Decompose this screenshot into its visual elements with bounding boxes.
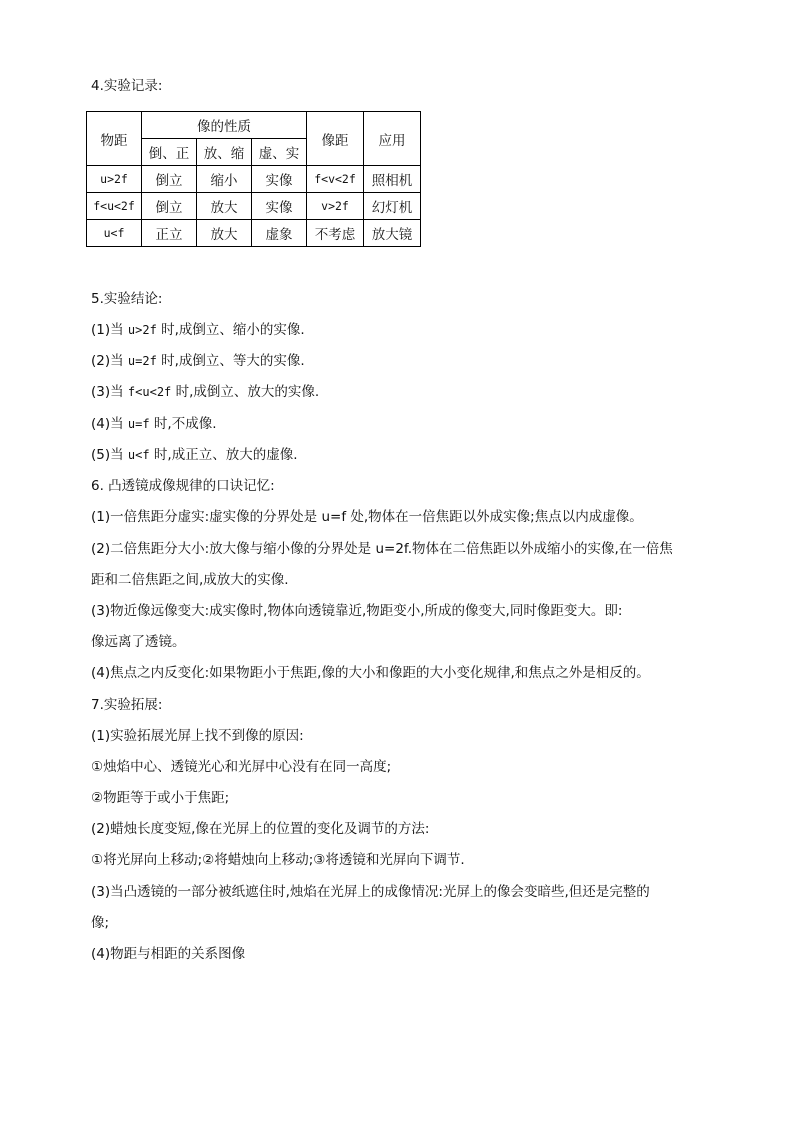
extension-line: (2)蜡烛长度变短,像在光屏上的位置的变化及调节的方法:: [91, 821, 430, 837]
conclusion-prefix: (4)当: [91, 416, 128, 432]
conclusion-condition: u=2f: [127, 354, 157, 368]
header-image-distance: 像距: [307, 112, 364, 166]
conclusion-prefix: (5)当: [91, 447, 128, 463]
cell-real-virtual: 实像: [252, 193, 307, 220]
conclusion-result: 时,成倒立、放大的实像.: [171, 384, 320, 400]
conclusion-condition: u>2f: [127, 323, 157, 337]
conclusion-condition: u<f: [127, 448, 150, 462]
conclusion-result: 时,成倒立、缩小的实像.: [156, 322, 305, 338]
conclusion-prefix: (3)当: [91, 384, 128, 400]
conclusion-item: [91, 415, 216, 433]
mnemonic-line: (1)一倍焦距分虚实:虚实像的分界处是 u=f 处,物体在一倍焦距以外成实像;焦点以内成虚像。: [91, 509, 643, 525]
extension-line: 像;: [91, 915, 110, 931]
cell-orientation: 倒立: [142, 193, 197, 220]
table-row: [87, 220, 421, 247]
mnemonic-line: 距和二倍焦距之间,成放大的实像.: [91, 572, 289, 588]
section-5-title: 5.实验结论:: [91, 291, 163, 307]
header-image-nature: 像的性质: [142, 112, 307, 139]
mnemonic-line: 像远离了透镜。: [91, 634, 186, 650]
header-application: 应用: [364, 112, 421, 166]
table-header-row: [87, 112, 421, 139]
cell-real-virtual: 实像: [252, 166, 307, 193]
section-4-title: 4.实验记录:: [91, 78, 163, 94]
section-6-title: 6. 凸透镜成像规律的口诀记忆:: [91, 478, 275, 494]
cell-application: 幻灯机: [364, 193, 421, 220]
extension-line: ①烛焰中心、透镜光心和光屏中心没有在同一高度;: [91, 759, 392, 775]
header-object-distance: 物距: [87, 112, 142, 166]
cell-image-distance: 不考虑: [307, 220, 364, 247]
table-row: [87, 166, 421, 193]
section-7-title: 7.实验拓展:: [91, 697, 163, 713]
cell-object-distance: u<f: [87, 220, 142, 247]
conclusion-item: [91, 352, 305, 370]
cell-object-distance: u>2f: [87, 166, 142, 193]
conclusion-result: 时,成倒立、等大的实像.: [156, 353, 305, 369]
extension-line: ②物距等于或小于焦距;: [91, 790, 230, 806]
cell-image-distance: f<v<2f: [307, 166, 364, 193]
cell-object-distance: f<u<2f: [87, 193, 142, 220]
cell-image-distance: v>2f: [307, 193, 364, 220]
extension-line: (3)当凸透镜的一部分被纸遮住时,烛焰在光屏上的成像情况:光屏上的像会变暗些,但还是完整的: [91, 884, 650, 900]
extension-line: ①将光屏向上移动;②将蜡烛向上移动;③将透镜和光屏向下调节.: [91, 852, 465, 868]
mnemonic-line: (3)物近像远像变大:成实像时,物体向透镜靠近,物距变小,所成的像变大,同时像距变大。即:: [91, 603, 623, 619]
cell-size: 放大: [197, 220, 252, 247]
cell-size: 缩小: [197, 166, 252, 193]
conclusion-prefix: (2)当: [91, 353, 128, 369]
extension-line: (4)物距与相距的关系图像: [91, 946, 246, 962]
conclusion-item: [91, 383, 319, 401]
experiment-record-table: [86, 111, 421, 247]
cell-size: 放大: [197, 193, 252, 220]
cell-application: 照相机: [364, 166, 421, 193]
extension-line: (1)实验拓展光屏上找不到像的原因:: [91, 728, 304, 744]
conclusion-result: 时,成正立、放大的虚像.: [149, 447, 298, 463]
cell-orientation: 倒立: [142, 166, 197, 193]
conclusion-item: [91, 446, 297, 464]
conclusion-condition: u=f: [127, 417, 150, 431]
conclusion-condition: f<u<2f: [127, 385, 172, 399]
conclusion-item: [91, 321, 305, 339]
subheader-orientation: 倒、正: [142, 139, 197, 166]
table-row: [87, 193, 421, 220]
conclusion-prefix: (1)当: [91, 322, 128, 338]
cell-orientation: 正立: [142, 220, 197, 247]
subheader-size: 放、缩: [197, 139, 252, 166]
mnemonic-line: (2)二倍焦距分大小:放大像与缩小像的分界处是 u=2f.物体在二倍焦距以外成缩小的实像,在一倍焦: [91, 541, 673, 557]
cell-real-virtual: 虚象: [252, 220, 307, 247]
conclusion-result: 时,不成像.: [149, 416, 217, 432]
subheader-real-virtual: 虚、实: [252, 139, 307, 166]
cell-application: 放大镜: [364, 220, 421, 247]
mnemonic-line: (4)焦点之内反变化:如果物距小于焦距,像的大小和像距的大小变化规律,和焦点之外是相反的。: [91, 665, 650, 681]
